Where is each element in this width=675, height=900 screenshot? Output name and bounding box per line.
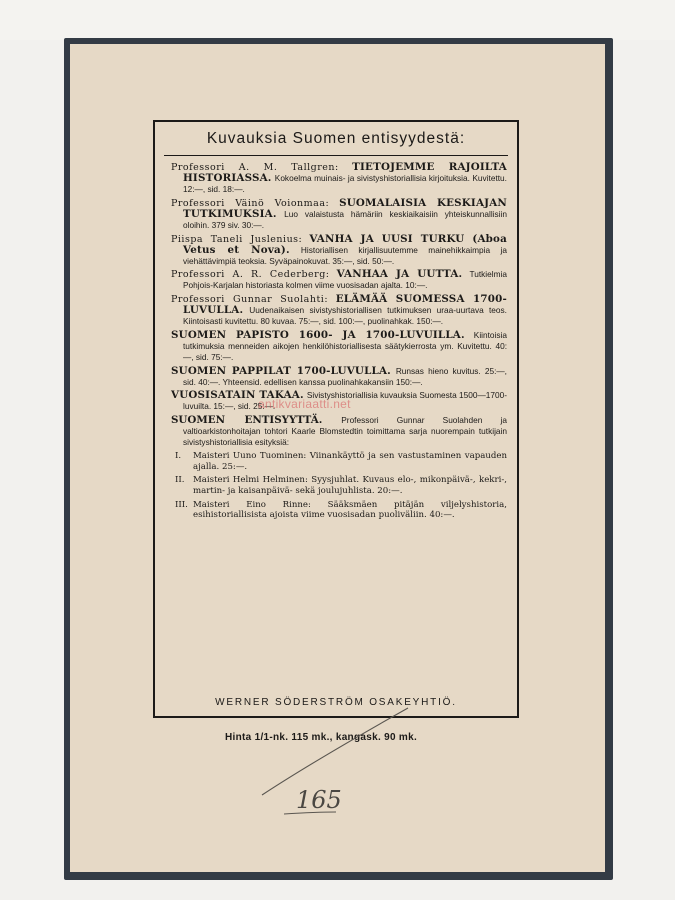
background bbox=[0, 0, 675, 40]
series-item: II. Maisteri Helmi Helminen: Syysjuhlat. Kuvaus elo-, mikonpäivä-, kekri-, martin- ja kaisanpäivä- sekä joulujuhlista. 20:—. bbox=[175, 475, 507, 497]
frame-heading: Kuvauksia Suomen entisyydestä: bbox=[206, 130, 466, 147]
price-line: Hinta 1/1-nk. 115 mk., kangask. 90 mk. bbox=[225, 732, 418, 743]
watermark: antikvariaatti.net bbox=[258, 397, 351, 411]
series-item: I. Maisteri Uuno Tuominen: Viinankäyttö ja sen vastustaminen vapauden ajalla. 25:—. bbox=[175, 451, 507, 472]
entry: Piispa Taneli Juslenius: VANHA JA UUSI TURKU (Aboa Vetus et Nova). Historiallisen kirjallisuutemme mainehikkaimpia ja viehättävimpiä teoksia. Syväpainokuvat. 35:—, sid. 50:—. bbox=[171, 232, 507, 266]
advertisement-frame bbox=[153, 120, 519, 718]
entry: SUOMEN PAPPILAT 1700-LUVULLA. Runsas hieno kuvitus. 25:—, sid. 40:—. Yhteensid. edellisen kanssa puolinahkakansiin 150:—. bbox=[171, 364, 507, 387]
series-entry: SUOMEN ENTISYYTTÄ. Professori Gunnar Suolahden ja valtioarkistonhoitajan tohtori Kaarle Blomstedtin toimittama sarja nuorempain tutkijain sivistyshistoriallisia esityksiä: bbox=[171, 413, 507, 448]
entry: Professori A. M. Tallgren: TIETOJEMME RAJOILTA HISTORIASSA. Kokoelma muinais- ja sivistyshistoriallisia kirjoituksia. Kuvitettu. 12:—, sid. 18:—. bbox=[171, 161, 507, 195]
entry: Professori Gunnar Suolahti: ELÄMÄÄ SUOMESSA 1700-LUVULLA. Uudenaikaisen sivistyshistoriallisen tutkimuksen uraa-uurtava teos. Kiintoisasti kuvitettu. 80 kuvaa. 75:—, sid. 100:—, puolinahkak. 150:—. bbox=[171, 293, 507, 327]
publisher-name: WERNER SÖDERSTRÖM OSAKEYHTIÖ. bbox=[215, 697, 457, 708]
heading-rule bbox=[164, 155, 508, 156]
entry: Professori Väinö Voionmaa: SUOMALAISIA KESKIAJAN TUTKIMUKSIA. Luo valaistusta hämäriin keskiaikaisiin yhteiskunnallisiin oloihin. 379 siv. 30:—. bbox=[171, 196, 508, 230]
handwritten-number: 165 bbox=[296, 786, 342, 814]
entry: VUOSISATAIN TAKAA. Sivistyshistoriallisia kuvauksia Suomesta 1500—1700-luvuilta. 15:—, sid. 25:—. bbox=[171, 389, 507, 412]
entries-list bbox=[171, 162, 507, 521]
entry: Professori A. R. Cederberg: VANHAA JA UUTTA. Tutkielmia Pohjois-Karjalan historiasta kolmen viime vuosisadan ajalta. 10:—. bbox=[171, 268, 507, 291]
entry: SUOMEN PAPISTO 1600- JA 1700-LUVUILLA. Kiintoisia tutkimuksia menneiden aikojen henkilöhistoriallisesta säätykierrosta ym. Kuvitettu. 40:—, sid. 75:—. bbox=[171, 328, 507, 362]
series-item: III. Maisteri Eino Rinne: Sääksmäen pitäjän viljelyshistoria, esihistoriallisista ajoista viime vuosisadan puoliväliin. 40:—. bbox=[175, 499, 507, 521]
